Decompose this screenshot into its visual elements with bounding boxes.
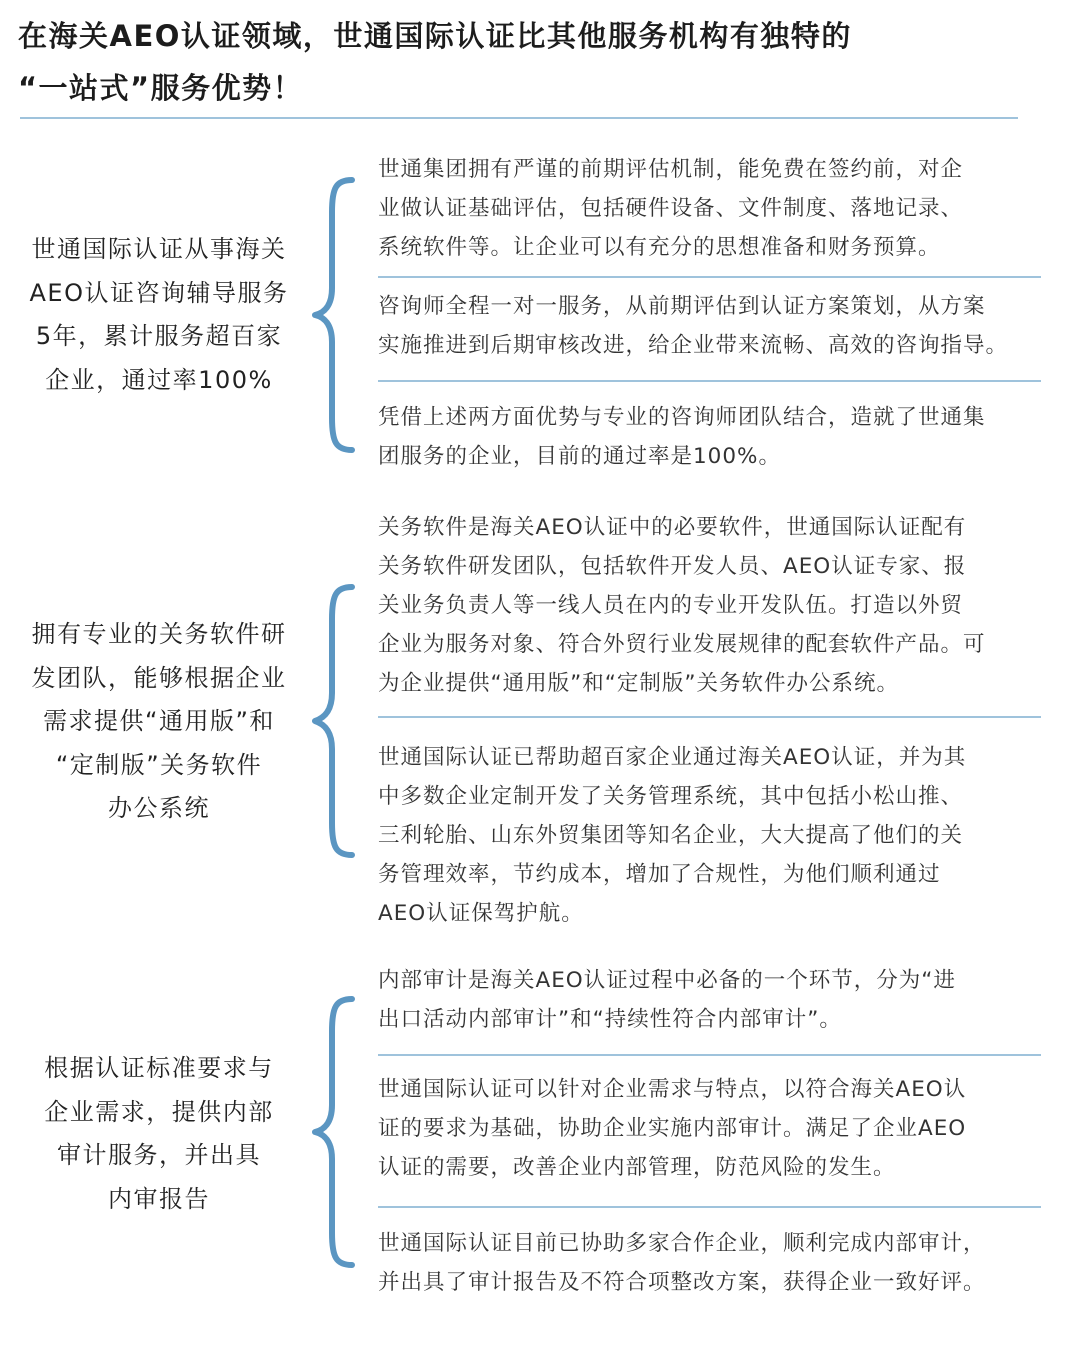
detail-line: 中多数企业定制开发了关务管理系统，其中包括小松山推、 [378,784,964,809]
summary-line: 办公系统 [108,794,210,822]
summary-line: 5年，累计服务超百家 [35,322,283,350]
title-line-2: “一站式”服务优势！ [18,71,304,105]
detail-block [378,1070,1058,1187]
detail-line: 凭借上述两方面优势与专业的咨询师团队结合，造就了世通集 [378,405,986,430]
detail-block [378,508,1058,703]
summary-line: 发团队，能够根据企业 [31,663,287,692]
detail-divider [378,276,1041,278]
detail-line: 世通国际认证目前已协助多家合作企业，顺利完成内部审计， [378,1231,986,1256]
detail-line: 证的要求为基础，协助企业实施内部审计。满足了企业AEO [378,1116,967,1141]
detail-line: 世通国际认证可以针对企业需求与特点，以符合海关AEO认 [378,1077,967,1102]
curly-brace-icon [300,995,362,1269]
title-divider [20,117,1018,119]
detail-block [378,1224,1058,1302]
detail-block [378,287,1058,365]
detail-block [378,961,1058,1039]
section-summary [10,613,308,831]
summary-line: 需求提供“通用版”和 [43,707,275,735]
detail-block [378,398,1058,476]
detail-divider [378,1206,1041,1208]
detail-block [378,738,1058,933]
detail-line: 企业为服务对象、符合外贸行业发展规律的配套软件产品。可 [378,632,986,657]
detail-line: 并出具了审计报告及不符合项整改方案，获得企业一致好评。 [378,1270,986,1295]
detail-line: 三利轮胎、山东外贸集团等知名企业，大大提高了他们的关 [378,823,964,848]
summary-line: 根据认证标准要求与 [44,1054,274,1082]
detail-line: 务管理效率，节约成本，增加了合规性，为他们顺利通过 [378,862,941,887]
detail-divider [378,716,1041,718]
detail-line: 出口活动内部审计”和“持续性符合内部审计”。 [378,1007,842,1032]
summary-line: 内审报告 [108,1184,210,1213]
summary-line: 世通国际认证从事海关 [31,235,287,263]
summary-line: 审计服务，并出具 [57,1141,261,1169]
detail-line: 为企业提供“通用版”和“定制版”关务软件办公系统。 [378,671,900,696]
detail-line: 世通集团拥有严谨的前期评估机制，能免费在签约前，对企 [378,157,964,182]
detail-line: 关业务负责人等一线人员在内的专业开发队伍。打造以外贸 [378,593,964,618]
detail-line: 认证的需要，改善企业内部管理，防范风险的发生。 [378,1155,896,1180]
summary-line: 企业，通过率100% [45,365,273,394]
summary-line: AEO认证咨询辅导服务 [29,278,289,307]
detail-line: 关务软件是海关AEO认证中的必要软件，世通国际认证配有 [378,515,967,540]
detail-line: 实施推进到后期审核改进，给企业带来流畅、高效的咨询指导。 [378,333,1009,358]
detail-divider [378,380,1041,382]
detail-line: AEO认证保驾护航。 [378,901,584,926]
detail-line: 业做认证基础评估，包括硬件设备、文件制度、落地记录、 [378,196,964,221]
curly-brace-icon [300,176,362,454]
title-line-1: 在海关AEO认证领域，世通国际认证比其他服务机构有独特的 [18,19,852,53]
section-summary [10,1047,308,1221]
section-summary [10,228,308,402]
detail-line: 团服务的企业，目前的通过率是100%。 [378,444,781,469]
summary-line: “定制版”关务软件 [55,750,263,779]
detail-line: 关务软件研发团队，包括软件开发人员、AEO认证专家、报 [378,554,967,579]
detail-block [378,150,1058,267]
detail-divider [378,1054,1041,1056]
detail-line: 系统软件等。让企业可以有充分的思想准备和财务预算。 [378,235,941,260]
detail-line: 内部审计是海关AEO认证过程中必备的一个环节，分为“进 [378,968,956,993]
summary-line: 企业需求，提供内部 [44,1097,274,1126]
detail-line: 世通国际认证已帮助超百家企业通过海关AEO认证，并为其 [378,745,967,770]
summary-line: 拥有专业的关务软件研 [31,620,287,648]
curly-brace-icon [300,583,362,859]
detail-line: 咨询师全程一对一服务，从前期评估到认证方案策划，从方案 [378,294,986,319]
page-title [18,10,1058,114]
